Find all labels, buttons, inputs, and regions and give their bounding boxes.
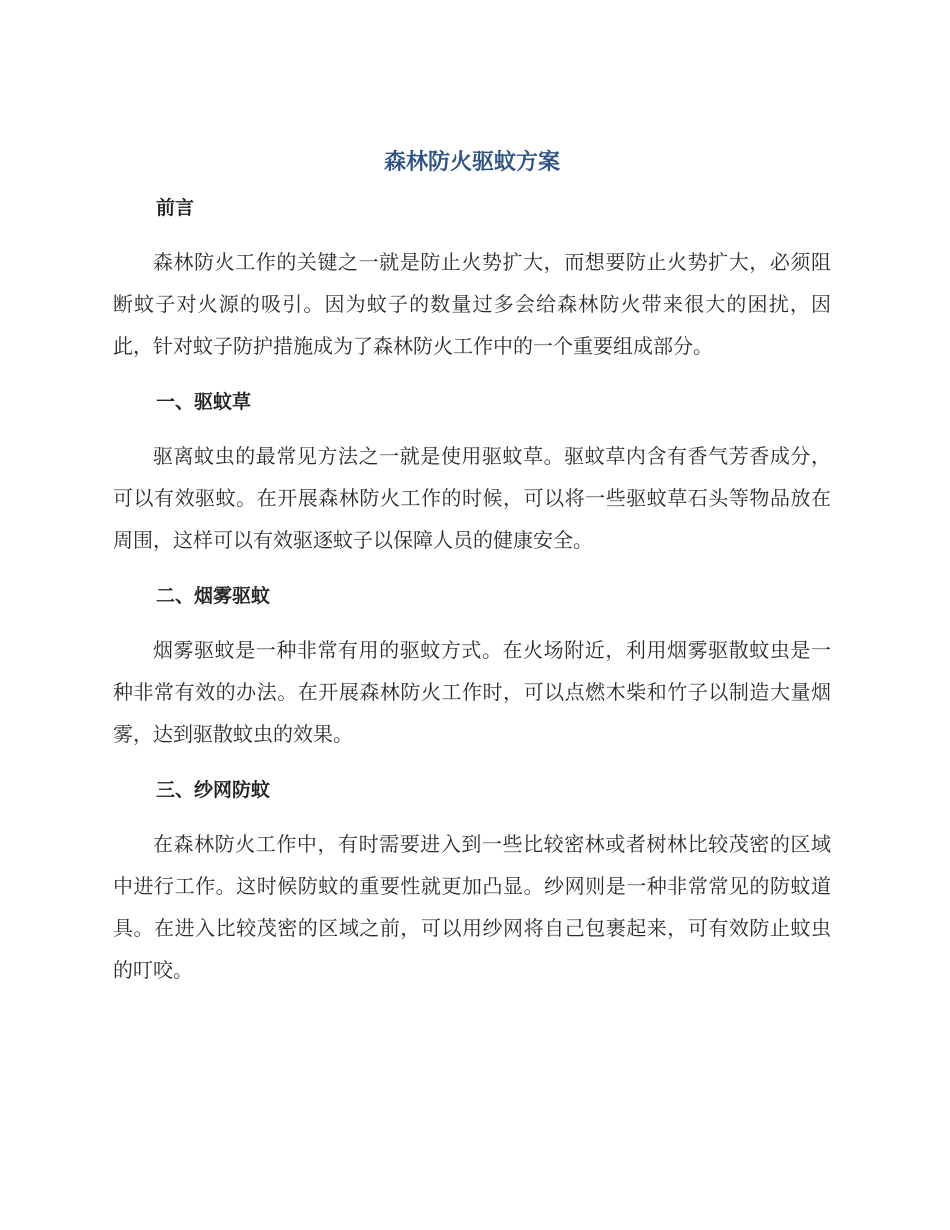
section-body-gauze-net: 在森林防火工作中，有时需要进入到一些比较密林或者树林比较茂密的区域中进行工作。这时候防蚊的重要性就更加凸显。纱网则是一种非常常见的防蚊道具。在进入比较茂密的区域之前，可以用纱网将自己包裹起来，可有效防止蚊虫的叮咬。 <box>113 832 831 982</box>
section-heading-smoke-repellent: 二、烟雾驱蚊 <box>156 585 271 607</box>
section-body-preface: 森林防火工作的关键之一就是防止火势扩大，而想要防止火势扩大，必须阻断蚊子对火源的吸引。因为蚊子的数量过多会给森林防火带来很大的困扰，因此，针对蚊子防护措施成为了森林防火工作中的一个重要组成部分。 <box>113 250 831 358</box>
section-heading-preface: 前言 <box>156 197 195 219</box>
section-body-smoke-repellent: 烟雾驱蚊是一种非常有用的驱蚊方式。在火场附近，利用烟雾驱散蚊虫是一种非常有效的办法。在开展森林防火工作时，可以点燃木柴和竹子以制造大量烟雾，达到驱散蚊虫的效果。 <box>113 638 831 746</box>
document-content <box>113 145 831 991</box>
document-title: 森林防火驱蚊方案 <box>383 150 560 175</box>
section-heading-mosquito-grass: 一、驱蚊草 <box>156 391 252 413</box>
section-heading-gauze-net: 三、纱网防蚊 <box>156 779 271 801</box>
section-body-mosquito-grass: 驱离蚊虫的最常见方法之一就是使用驱蚊草。驱蚊草内含有香气芳香成分，可以有效驱蚊。在开展森林防火工作的时候，可以将一些驱蚊草石头等物品放在周围，这样可以有效驱逐蚊子以保障人员的健康安全。 <box>113 444 831 552</box>
